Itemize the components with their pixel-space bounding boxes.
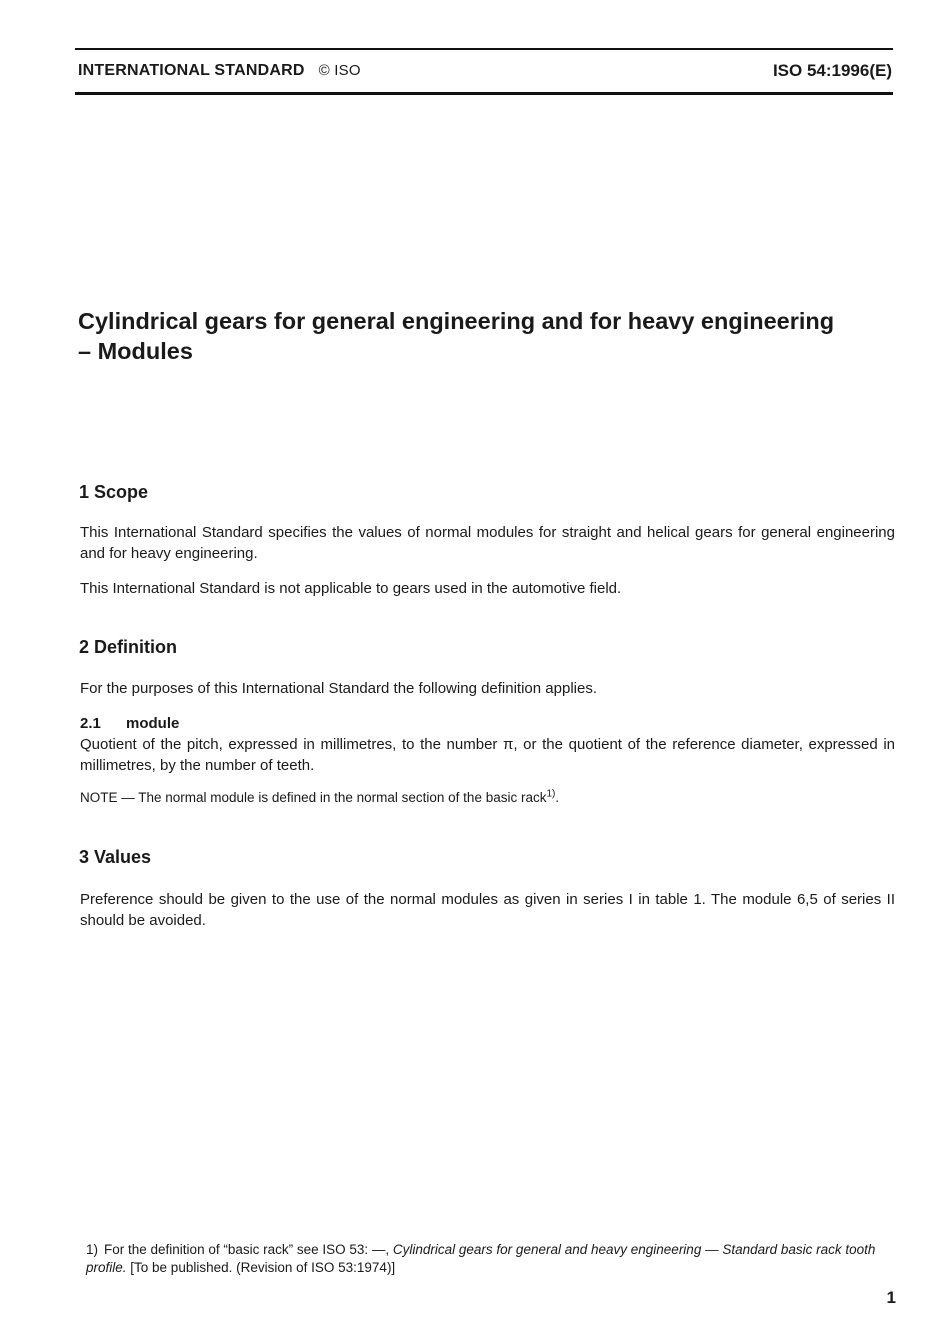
term-number: 2.1 [80,715,101,732]
scope-paragraph-1: This International Standard specifies the values of normal modules for straight and helical gears for general engineering and for heavy engineering. [80,524,895,562]
definition-term [80,715,179,732]
header-standard-title: INTERNATIONAL STANDARD [78,62,305,79]
footnote-marker: 1) [86,1242,99,1257]
header-bottom-rule [75,92,893,95]
values-paragraph: Preference should be given to the use of the normal modules as given in series I in table 1. The module 6,5 of series II should be avoided. [80,891,895,929]
header-top-rule [75,48,893,50]
header-copyright: © ISO [318,62,361,79]
note-end: . [555,790,560,805]
page-number: 1 [886,1288,896,1307]
section-scope-heading: 1 Scope [79,482,149,502]
definition-intro: For the purposes of this International Standard the following definition applies. [80,680,597,697]
term-label: module [126,715,180,732]
footnote-text-before: For the definition of “basic rack” see ISO 53: —, [104,1242,393,1257]
term-definition-text: Quotient of the pitch, expressed in millimetres, to the number π, or the quotient of the reference diameter, expressed in millimetres, by the number of teeth. [80,736,895,774]
header-document-reference: ISO 54:1996(E) [772,61,892,80]
definition-note [80,790,559,805]
section-definition-heading: 2 Definition [79,637,177,657]
note-footnote-ref: 1) [546,788,556,800]
footnote [86,1241,898,1277]
scope-paragraph-2: This International Standard is not applicable to gears used in the automotive field. [80,580,622,597]
document-title: Cylindrical gears for general engineering and for heavy engineering – Modules [78,308,835,364]
header-standard-label [78,62,361,80]
note-text: NOTE — The normal module is defined in the normal section of the basic rack [80,790,547,805]
section-values-heading: 3 Values [79,847,152,867]
footnote-italic-title: Cylindrical gears for general and heavy engineering — Standard basic rack tooth profile. [86,1242,876,1275]
footnote-text-after: [To be published. (Revision of ISO 53:1974)] [126,1260,396,1275]
